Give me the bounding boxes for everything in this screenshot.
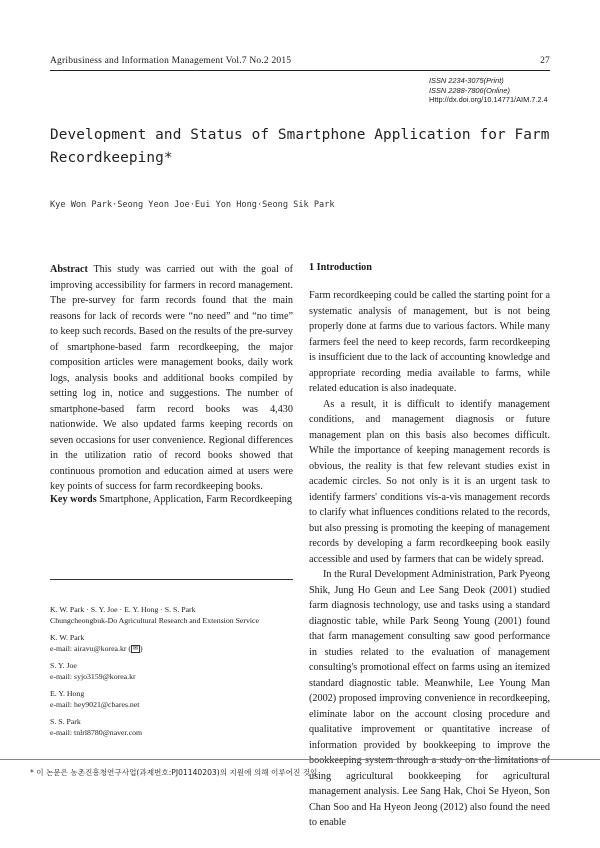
introduction-body [309,288,550,831]
author-list: Kye Won Park·Seong Yeon Joe·Eui Yon Hong·Seong Sik Park [50,200,335,210]
issn-online: ISSN 2288-7806(Online) [429,85,510,95]
contact-email[interactable]: e-mail: syjo3159@korea.kr [50,671,136,681]
affiliation-names: K. W. Park · S. Y. Joe · E. Y. Hong · S. S. Park [50,605,196,614]
author-affiliations: K. W. Park · S. Y. Joe · E. Y. Hong · S. S. Park Chungcheongbuk-Do Agricultural Research and Extension Service K. W. Park e-mail: airavu@korea.kr ( ✉ ) S. Y. Joe e-mail: syjo3159@korea.kr E. Y. Hong e-mail: hey9021@cbares.net S. S. Park e-mail: tnlrl8780@naver.com [50,605,310,738]
page-number: 27 [540,56,550,66]
contact-email[interactable]: e-mail: hey9021@cbares.net [50,699,140,709]
affiliation-institution: Chungcheongbuk-Do Agricultural Research and Extension Service [50,615,259,625]
contact-name: E. Y. Hong [50,689,85,698]
contact-name: S. Y. Joe [50,661,77,670]
bottom-rule [0,759,600,760]
abstract-text: This study was carried out with the goal of improving accessibility for farmers in record management. The pre-survey for farm records found that the main reasons for lack of records were “no need” and “no time” to keep such records. Based on the results of the pre-survey of smartphone-based farm recordkeeping, the major composition articles were management books, daily work logs, analysis books and additional books compiled by setting log in, notice and suggestions. The number of smartphone-based farm record books was 4,430 nationwide. We also updated farms keeping records on seven occasions for user convenience. Regional differences in the utilization ratio of record books showed that continuous promotion and education aimed at users were key points of success for farm recordkeeping books. [50,264,293,492]
envelope-icon: ✉ [133,645,139,652]
paragraph: As a result, it is difficult to identify management conditions, and management diagnosis or future management plan on this basis also becomes difficult. While the importance of keeping management records is obvious, the reality is that few relevant studies exist in academic circles. So not only is it is an urgent task to identify farmers' conditions vis-a-vis management records to clarify what influences conditions related to the records, but also pressing is promoting the keeping of management records by developing a farm recordkeeping book easily accessible and used by farmers that can be widely spread. [309,398,550,565]
paragraph: Farm recordkeeping could be called the starting point for a systematic analysis of management, but is not being properly done at farms due to various factors. While many farmers feel the need to keep records, farm recordkeeping is insufficient due to the lack of accounting knowledge and appropriate recording media available to farms, while related education is also inadequate. [309,290,550,394]
contact-email[interactable]: e-mail: airavu@korea.kr [50,643,127,653]
issn-print: ISSN 2234-3075(Print) [429,76,504,85]
journal-name: Agribusiness and Information Management Vol.7 No.2 2015 [50,56,292,66]
abstract-label: Abstract [50,264,88,275]
contact-name: K. W. Park [50,633,85,642]
contact-email[interactable]: e-mail: tnlrl8780@naver.com [50,727,143,737]
title-line-1: Development and Status of Smartphone Application for Farm [50,127,550,143]
paper-title [50,124,560,170]
abstract [50,262,293,495]
keywords-text: Smartphone, Application, Farm Recordkeeping [99,494,292,505]
contact-name: S. S. Park [50,717,81,726]
footnote-rule [50,579,293,580]
header-rule [50,70,550,71]
paragraph: In the Rural Development Administration, Park Pyeong Shik, Jung Ho Geun and Lee Sang Deok (2001) studied farm diagnosis technology, use and tasks using a standard diagnostic table, while Park Seong Young (2001) found that farm management consulting saw good performance in studies related to the evaluation of management consulting's promotional effect on farms using an itemized standard diagnostic table. Meanwhile, Lee Young Man (2002) proposed improving convenience in recordkeeping, eliminate labor on the account closing procedure and qualitative improvement or quantitative increase of information provided by bookkeeping to improve the bookkeeping system through a study on the limitations of using agricultural bookkeeping for agricultural management analysis. Lee Sang Hak, Choi Se Hyeon, Son Chan Soo and Ha Hyeon Jeong (2012) also found the need to enable [309,569,550,828]
keywords [50,492,293,508]
section-heading: 1 Introduction [309,262,372,273]
keywords-label: Key words [50,494,97,505]
doi-link[interactable]: Http://dx.doi.org/10.14771/AIM.7.2.4 [429,95,548,105]
funding-footnote: * 이 논문은 농촌진흥청연구사업(과제번호:PJ01140203)의 지원에 의해 이루어진 것임 [30,768,318,777]
publication-meta [429,76,548,105]
title-line-2: Recordkeeping* [50,150,173,166]
